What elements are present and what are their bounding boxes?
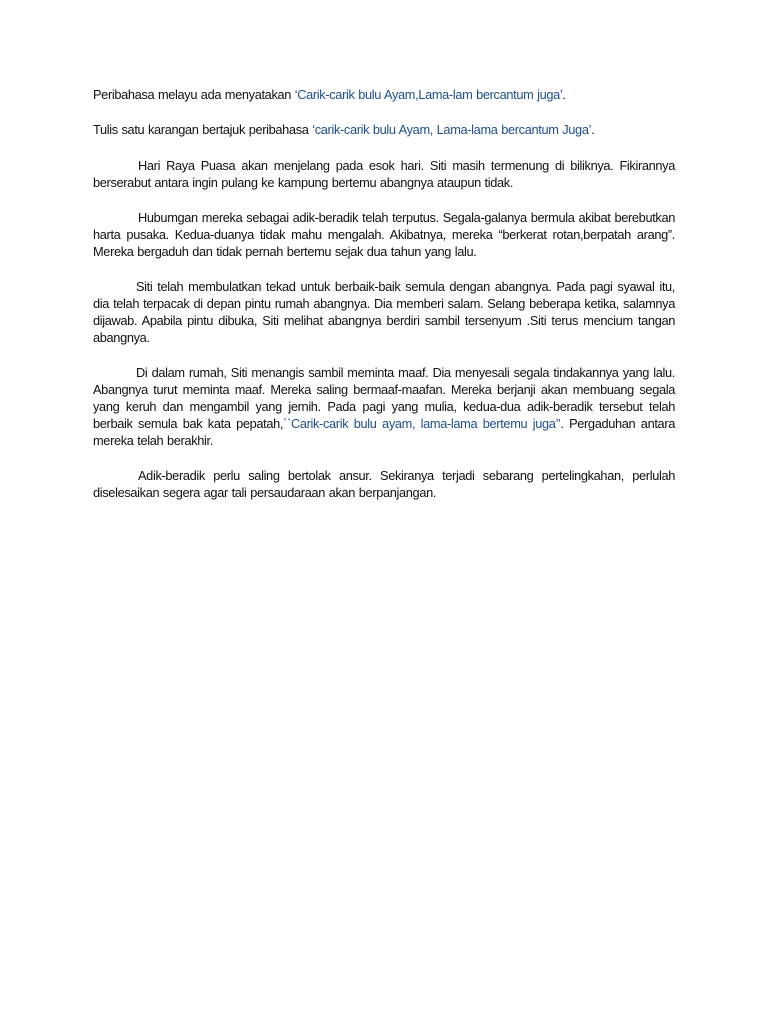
- intro-line-1-prefix: Peribahasa melayu ada menyatakan: [93, 87, 295, 102]
- intro-line-1-suffix: .: [562, 87, 566, 102]
- intro-line-2: [93, 121, 675, 138]
- intro-line-2-proverb: ‘carik-carik bulu Ayam, Lama-lama bercantum Juga’: [312, 122, 592, 137]
- intro-line-1: [93, 86, 675, 103]
- paragraph-1: Hari Raya Puasa akan menjelang pada esok hari. Siti masih termenung di biliknya. Fikirannya berserabut antara ingin pulang ke kampung bertemu abangnya ataupun tidak.: [93, 158, 675, 190]
- paragraph-5: Adik-beradik perlu saling bertolak ansur. Sekiranya terjadi sebarang pertelingkahan, perlulah diselesaikan segera agar tali persaudaraan akan berpanjangan.: [93, 468, 675, 500]
- paragraph-4: [93, 364, 675, 449]
- intro-line-2-prefix: Tulis satu karangan bertajuk peribahasa: [93, 122, 313, 137]
- paragraph-4-tail: . Pergaduhan antara mereka telah berakhir.: [93, 416, 675, 448]
- paragraph-2: Hubumgan mereka sebagai adik-beradik telah terputus. Segala-galanya bermula akibat berebutkan harta pusaka. Kedua-duanya tidak mahu mengalah. Akibatnya, mereka “berkerat rotan,berpatah arang”. Mereka bergaduh dan tidak pernah bertemu sejak dua tahun yang lalu.: [93, 210, 675, 259]
- intro-line-2-suffix: .: [591, 122, 595, 137]
- intro-line-1-proverb: ‘Carik-carik bulu Ayam,Lama-lam bercantum juga’: [294, 87, 563, 102]
- paragraph-4-text: Di dalam rumah, Siti menangis sambil meminta maaf. Dia menyesali segala tindakannya yang lalu. Abangnya turut meminta maaf. Mereka saling bermaaf-maafan. Mereka berjanji akan membuang segala yang keruh dan mengambil yang jernih. Pada pagi yang mulia, kedua-dua adik-beradik tersebut telah berbaik semula bak kata pepatah,: [93, 365, 675, 431]
- paragraph-3: Siti telah membulatkan tekad untuk berbaik-baik semula dengan abangnya. Pada pagi syawal itu, dia telah terpacak di depan pintu rumah abangnya. Dia memberi salam. Selang beberapa ketika, salamnya dijawab. Apabila pintu dibuka, Siti melihat abangnya berdiri sambil tersenyum .Siti terus mencium tangan abangnya.: [93, 279, 675, 345]
- document-body: [93, 86, 675, 519]
- paragraph-4-proverb: ``Carik-carik bulu ayam, lama-lama bertemu juga’’: [283, 416, 561, 431]
